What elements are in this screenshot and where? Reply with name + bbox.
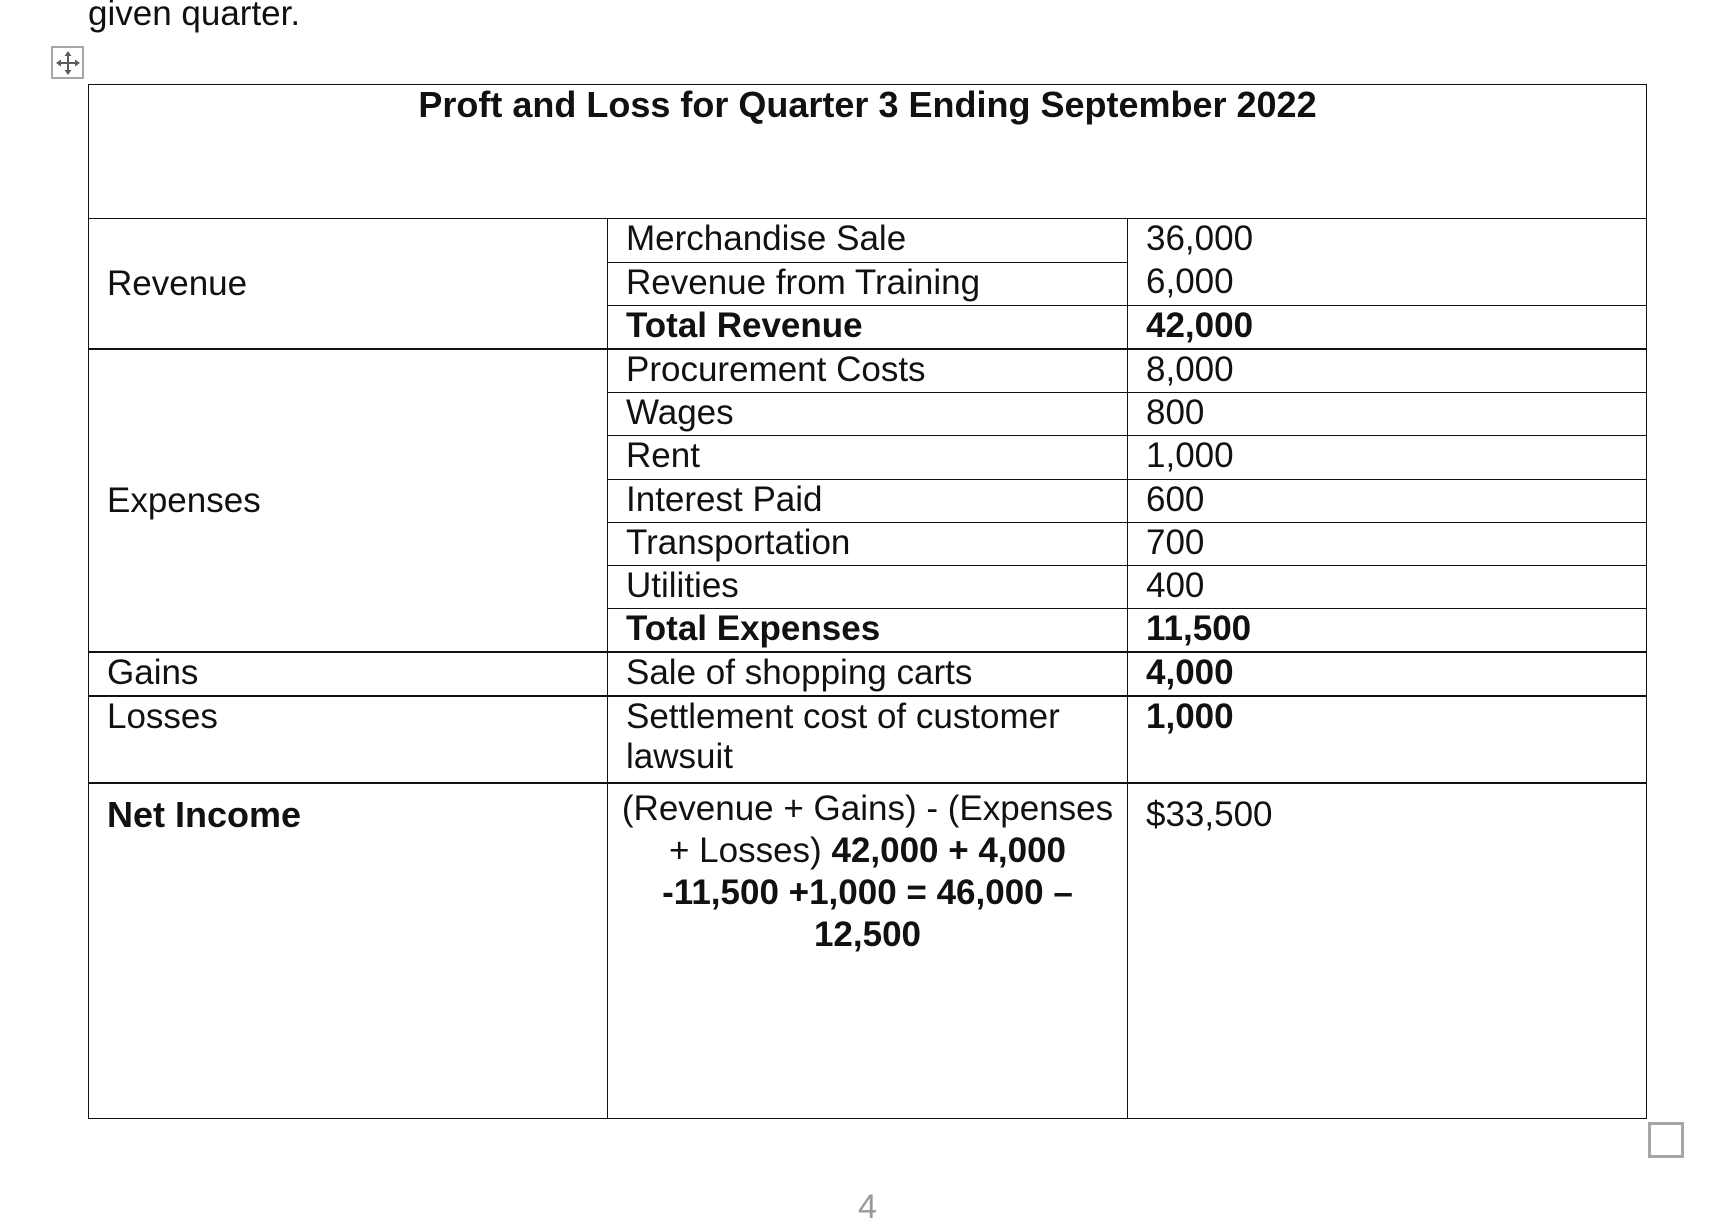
line-item-value: 36,000 [1146,218,1254,258]
line-item-name[interactable]: Interest Paid [608,479,1128,522]
line-item-name[interactable]: Rent [608,436,1128,479]
line-item-value[interactable]: 700 [1128,522,1647,565]
line-item-value[interactable]: 8,000 [1128,349,1647,392]
category-label: Expenses [107,480,261,520]
category-gains[interactable]: Gains [89,652,608,695]
table-title: Proft and Loss for Quarter 3 Ending September 2022 [418,84,1317,125]
line-item-value[interactable]: 600 [1128,479,1647,522]
total-expenses-label[interactable]: Total Expenses [608,609,1128,652]
revenue-values-cell[interactable] [1128,218,1647,306]
category-net-income[interactable] [89,783,608,1118]
line-item-value[interactable]: 800 [1128,393,1647,436]
formula-text: (Revenue + Gains) - (Expenses + Losses) [621,789,1114,871]
profit-loss-table [88,84,1647,1119]
table-title-cell[interactable] [89,85,1647,219]
category-label: Revenue [107,263,248,303]
category-expenses[interactable] [89,349,608,652]
gains-item-value[interactable]: 4,000 [1128,652,1647,695]
table-resize-icon[interactable] [1648,1122,1684,1158]
category-revenue[interactable] [89,218,608,349]
losses-item-name[interactable]: Settlement cost of customer lawsuit [608,696,1128,784]
net-income-value-cell[interactable] [1128,783,1647,1118]
net-income-value: $33,500 [1146,795,1273,835]
line-item-name[interactable]: Transportation [608,522,1128,565]
line-item-name[interactable]: Revenue from Training [608,262,1128,306]
line-item-value: 6,000 [1146,261,1234,301]
line-item-name[interactable]: Wages [608,393,1128,436]
formula-value-3: 46,000 – 12,500 [813,873,1073,955]
formula-value-1: 42,000 [831,831,939,871]
gains-item-name[interactable]: Sale of shopping carts [608,652,1128,695]
line-item-value[interactable]: 1,000 [1128,436,1647,479]
formula-value-2: + 4,000 -11,500 +1,000 = [662,831,1066,913]
line-item-value[interactable]: 400 [1128,566,1647,609]
total-revenue-label[interactable]: Total Revenue [608,306,1128,349]
intro-text: given quarter. [88,0,301,33]
table-move-icon[interactable] [51,46,84,79]
total-revenue-value[interactable]: 42,000 [1128,306,1647,349]
total-expenses-value[interactable]: 11,500 [1128,609,1647,652]
category-losses[interactable]: Losses [89,696,608,784]
net-income-label: Net Income [107,794,302,836]
line-item-name[interactable]: Procurement Costs [608,349,1128,392]
line-item-name[interactable]: Utilities [608,566,1128,609]
line-item-name[interactable]: Merchandise Sale [608,218,1128,262]
page-number: 4 [858,1188,877,1226]
net-income-formula-cell[interactable] [608,783,1128,1118]
losses-item-value[interactable]: 1,000 [1128,696,1647,784]
